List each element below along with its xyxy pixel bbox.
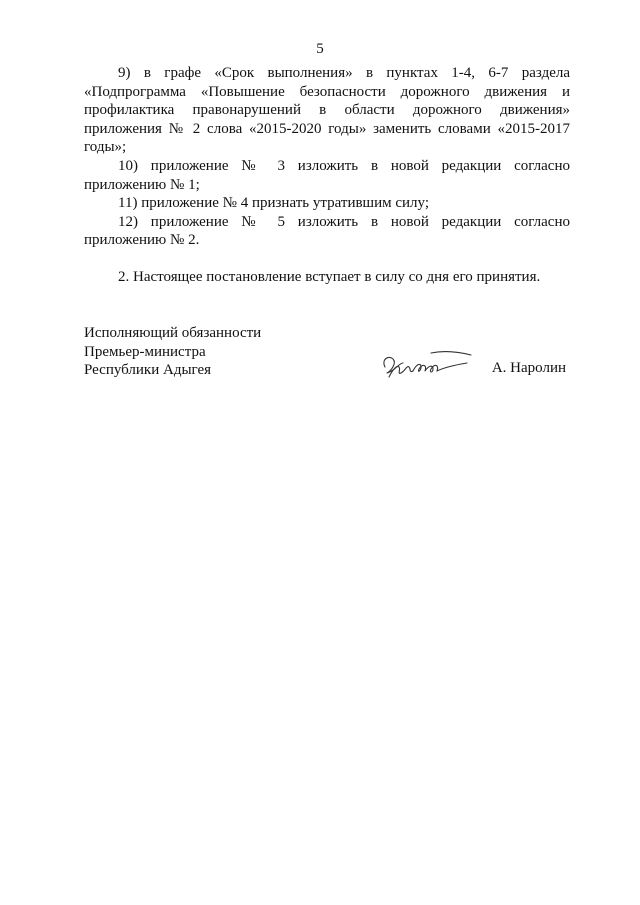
signatory-name: А. Наролин [491, 360, 566, 376]
signatory-position-line-1: Исполняющий обязанности [84, 325, 262, 341]
paragraph-item-10: 10) приложение № 3 изложить в новой редакции согласно приложению № 1; [84, 157, 570, 193]
paragraph-item-12: 12) приложение № 5 изложить в новой редакции согласно приложению № 2. [84, 213, 570, 249]
page-number: 5 [316, 41, 324, 57]
signatory-position-line-3: Республики Адыгея [84, 362, 212, 379]
paragraph-item-9: 9) в графе «Срок выполнения» в пунктах 1-4, 6-7 раздела «Подпрограмма «Повышение безопасности дорожного движения и профилактика правонарушений в области дорожного движения» приложения № 2 слова «2015-2020 годы» заменить словами «2015-2017 годы»; [84, 65, 570, 156]
effective-date-paragraph: 2. Настоящее постановление вступает в силу со дня его принятия. [118, 268, 541, 285]
document-body [84, 64, 570, 287]
paragraph-item-11: 11) приложение № 4 признать утратившим силу; [118, 195, 430, 212]
signatory-position-line-2: Премьер-министра [84, 343, 206, 360]
